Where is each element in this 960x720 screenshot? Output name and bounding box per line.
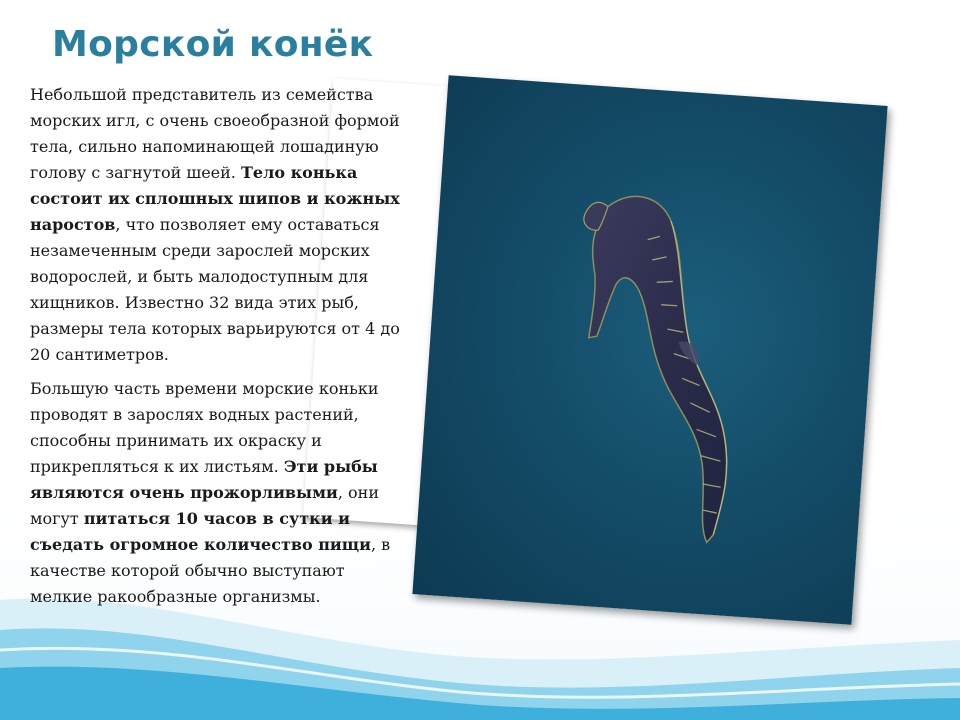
slide-title: Морской конёк: [52, 24, 374, 65]
p1-seg-3: , что позволяет ему оставаться незамеченным среди зарослей морских водорослей, и быть малодоступным для хищников. Известно 32 вида этих рыб, размеры тела которых варьируются от 4 до 20 сантиметров.: [30, 215, 400, 364]
p2-seg-3: , они могут: [30, 483, 379, 528]
paragraph-1: [30, 82, 402, 368]
seahorse-photo: [412, 75, 887, 624]
seahorse-body: [573, 194, 745, 544]
p2-seg-2: Эти рыбы являются очень прожорливыми: [30, 457, 378, 502]
p2-seg-4: питаться 10 часов в сутки и съедать огромное количество пищи: [30, 509, 371, 554]
description-text: [30, 82, 402, 618]
p2-seg-5: , в качестве которой обычно выступают мелкие ракообразные организмы.: [30, 535, 391, 606]
paragraph-2: [30, 376, 402, 610]
p2-seg-1: Большую часть времени морские коньки проводят в зарослях водных растений, способны принимать их окраску и прикрепляться к их листьям.: [30, 379, 379, 476]
p1-seg-2: Тело конька состоит их сплошных шипов и кожных наростов: [30, 163, 400, 234]
seahorse-icon: [412, 75, 887, 624]
p1-seg-1: Небольшой представитель из семейства морских игл, с очень своеобразной формой тела, сильно напоминающей лошадиную голову с загнутой шеей.: [30, 85, 400, 182]
